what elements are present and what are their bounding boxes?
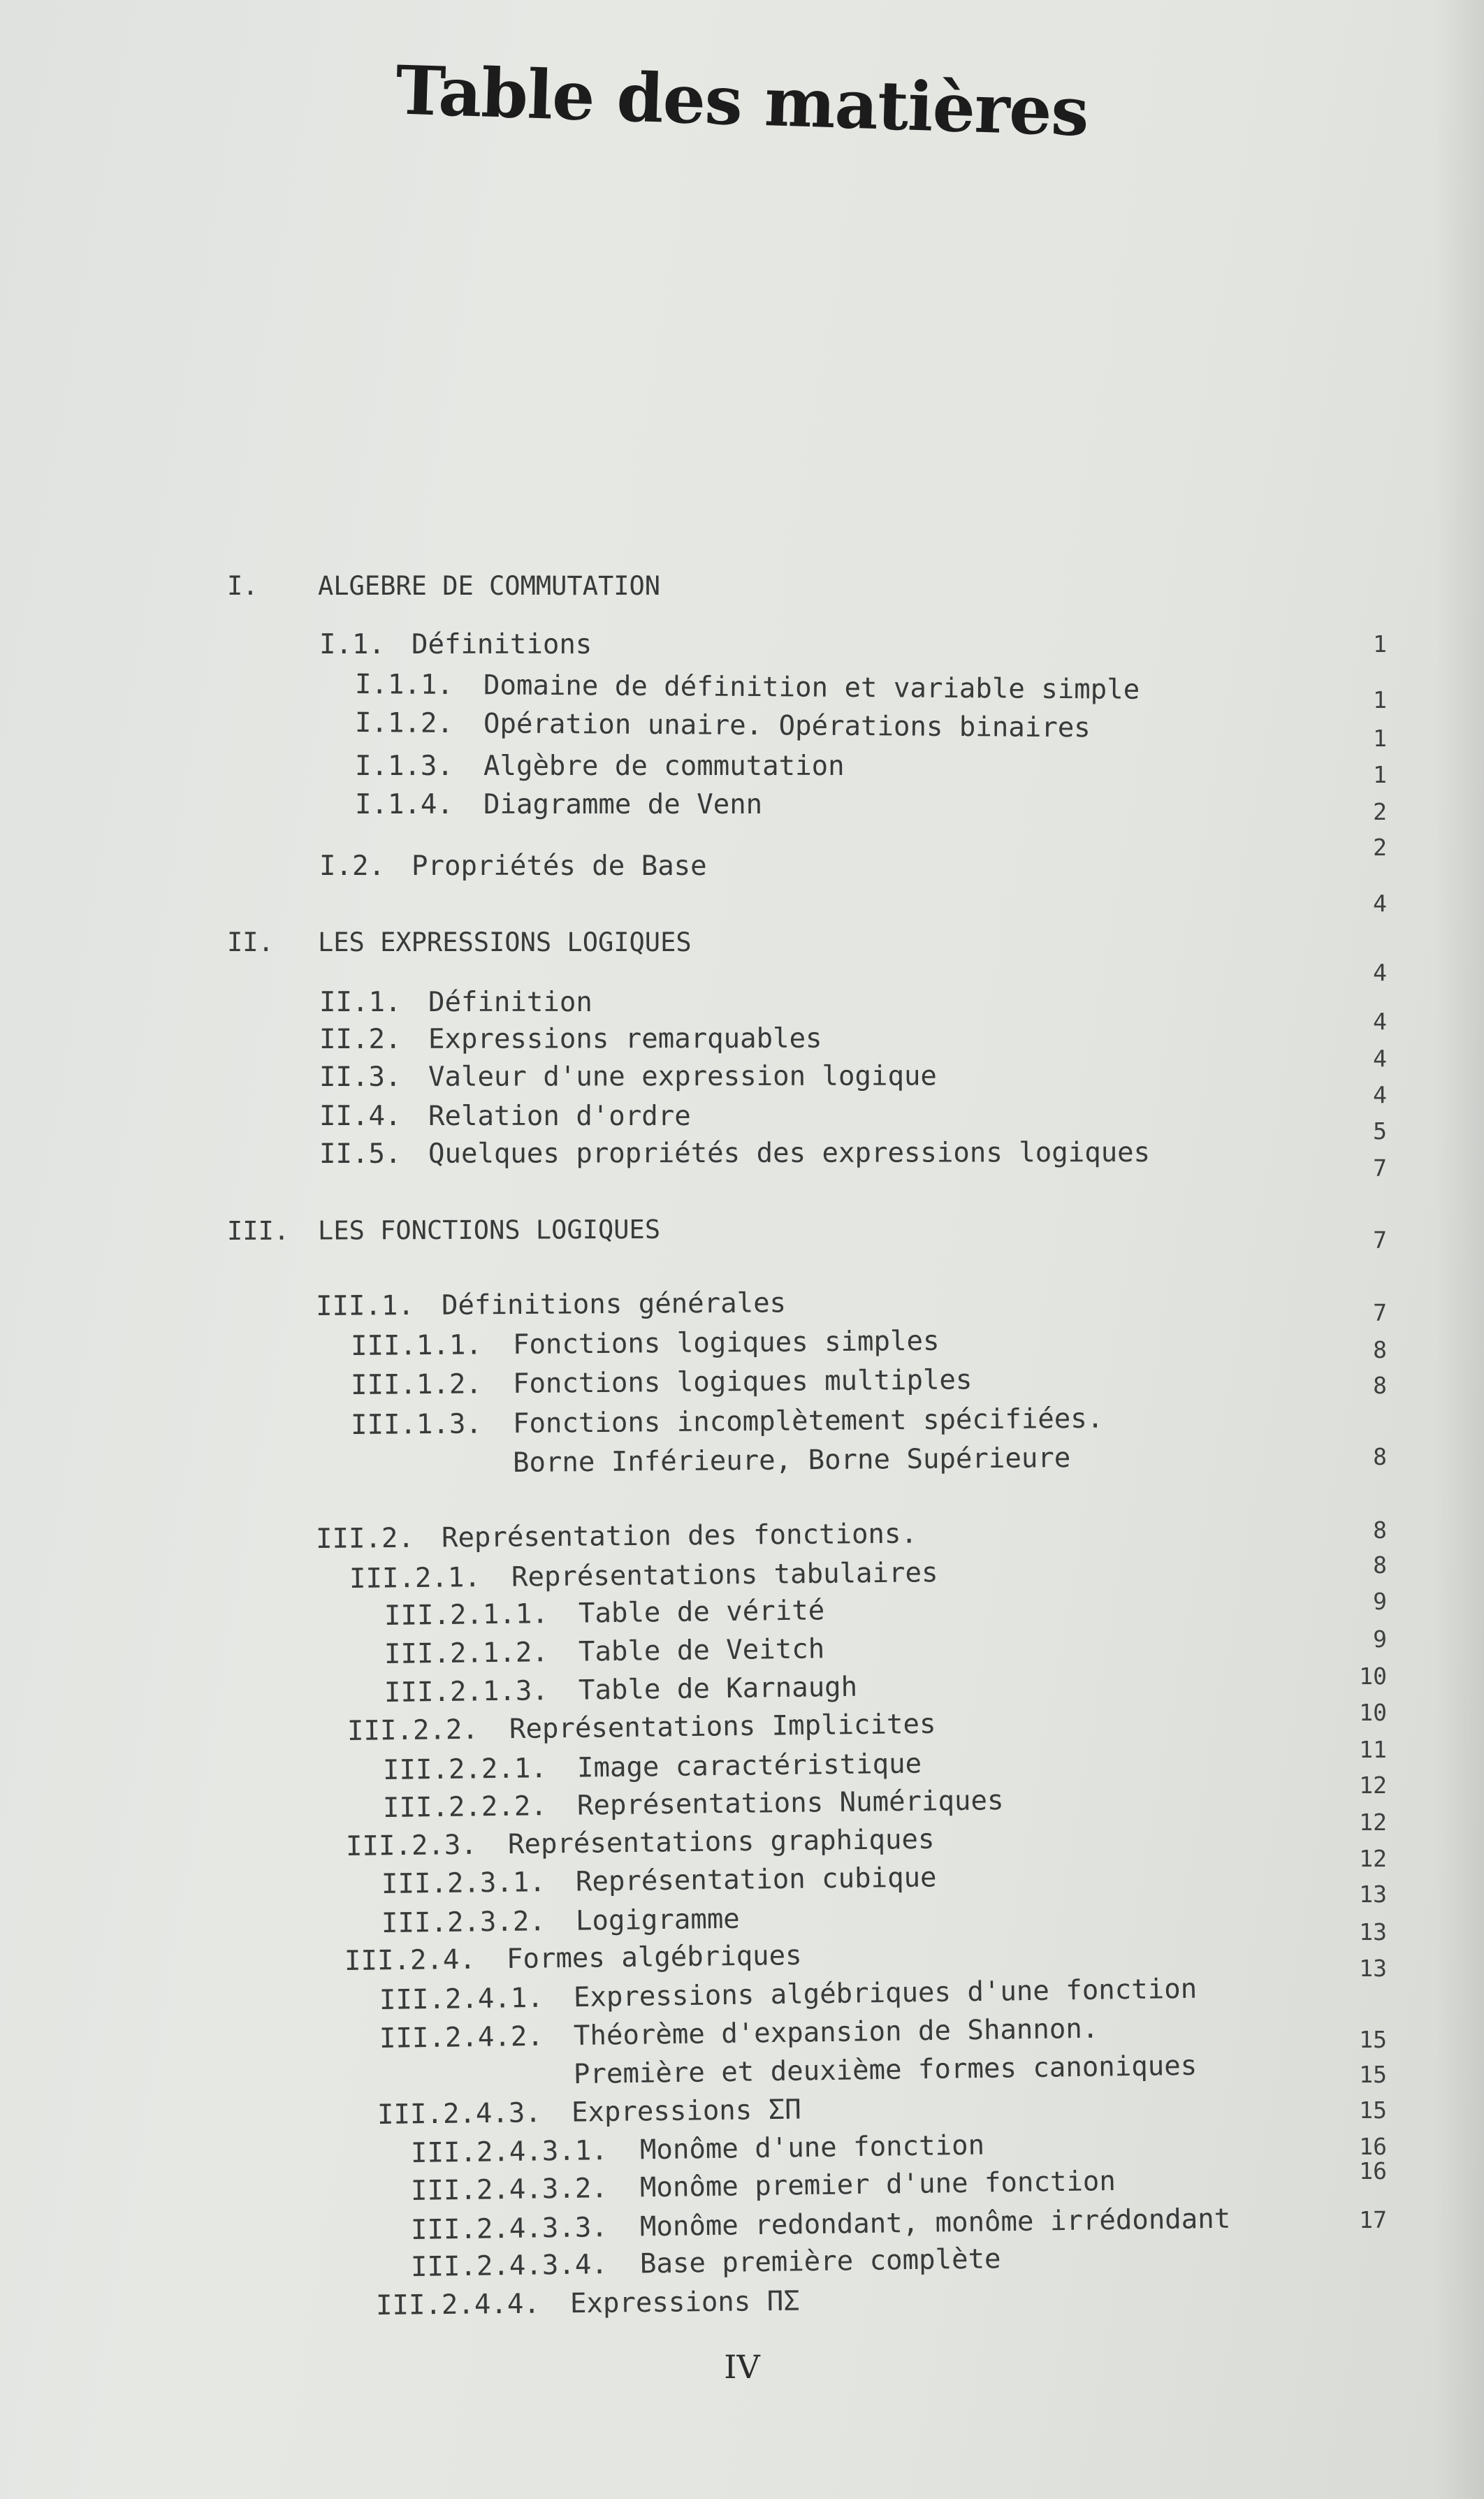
- toc-entry: [351, 1444, 1071, 1478]
- toc-entry-label: Valeur d'une expression logique: [428, 1060, 937, 1093]
- toc-entry-number: III.2.4.3.: [377, 2097, 542, 2131]
- toc-entry-number: II.2.: [319, 1023, 402, 1055]
- toc-entry: [350, 1325, 940, 1362]
- toc-entry-number: III.2.2.1.: [382, 1753, 548, 1786]
- toc-page-number: 9: [1373, 1588, 1387, 1615]
- toc-entry-number: III.1.: [315, 1290, 415, 1322]
- toc-entry-label: Relation d'ordre: [428, 1101, 691, 1132]
- toc-page-number: 2: [1373, 798, 1387, 825]
- toc-entry-number: III.2.1.2.: [384, 1637, 549, 1670]
- toc-entry-label: Diagramme de Venn: [483, 789, 763, 820]
- toc-page-number: 1: [1373, 686, 1387, 714]
- toc-entry-label: Opération unaire. Opérations binaires: [483, 708, 1091, 744]
- toc-entry: [379, 2013, 1099, 2055]
- toc-entry: [379, 1973, 1198, 2016]
- toc-entry-number: I.1.3.: [355, 751, 453, 782]
- toc-entry: [319, 1022, 822, 1055]
- toc-page-number: 4: [1373, 1081, 1387, 1108]
- toc-entry-label: Définitions générales: [441, 1287, 787, 1321]
- toc-entry-number: III.2.2.2.: [382, 1790, 548, 1824]
- toc-entry: [355, 671, 1140, 704]
- toc-entry-label: Expressions ΠΣ: [569, 2285, 800, 2320]
- toc-entry: [319, 850, 707, 882]
- toc-entry: [382, 1748, 922, 1786]
- toc-entry-number: I.2.: [319, 850, 385, 882]
- toc-entry-label: LES EXPRESSIONS LOGIQUES: [318, 927, 692, 957]
- toc-page-number: 16: [1359, 2133, 1387, 2160]
- toc-entry-label: Fonctions incomplètement spécifiées.: [512, 1403, 1104, 1440]
- toc-page-number: 4: [1373, 890, 1387, 917]
- page-folio: IV: [724, 2348, 760, 2386]
- toc-entry-label: Expressions algébriques d'une fonction: [573, 1973, 1198, 2014]
- toc-page-number: 10: [1359, 1699, 1387, 1726]
- toc-entry: [384, 1635, 825, 1668]
- toc-entry-label: Table de Karnaugh: [578, 1671, 858, 1707]
- toc-page-number: 7: [1373, 1226, 1387, 1254]
- toc-entry-label: Fonctions logiques multiples: [512, 1364, 973, 1400]
- toc-entry-number: III.2.1.3.: [384, 1675, 549, 1709]
- toc-entry-number: III.: [226, 1215, 290, 1246]
- toc-entry-number: III.2.4.3.4.: [410, 2249, 609, 2283]
- toc-entry-number: III.1.1.: [350, 1329, 483, 1362]
- toc-page-number: 15: [1359, 2061, 1387, 2088]
- toc-entry-label: Formes algébriques: [506, 1940, 802, 1976]
- toc-entry-label: LES FONCTIONS LOGIQUES: [317, 1214, 661, 1246]
- toc-entry: [349, 1559, 938, 1593]
- toc-entry-number: III.2.4.3.3.: [410, 2212, 609, 2246]
- toc-entry: [319, 631, 592, 658]
- toc-page-number: 15: [1359, 2096, 1387, 2124]
- toc-entry-number: III.2.4.: [344, 1943, 477, 1977]
- toc-entry: [319, 989, 592, 1016]
- page-title: Table des matières: [394, 50, 1090, 152]
- toc-entry-label: Représentations tabulaires: [511, 1557, 938, 1593]
- toc-entry: [411, 2205, 1231, 2244]
- toc-entry-number: I.1.4.: [355, 789, 453, 820]
- toc-entry-label: Monôme d'une fonction: [639, 2129, 985, 2166]
- toc-entry-label: Base première complète: [639, 2243, 1001, 2280]
- toc-entry-label: Table de Veitch: [578, 1633, 825, 1668]
- toc-page-number: 5: [1373, 1117, 1387, 1145]
- toc-page-number: 7: [1373, 1299, 1387, 1326]
- toc-entry-number: II.3.: [319, 1061, 402, 1093]
- toc-page-number: 1: [1373, 761, 1387, 788]
- toc-entry-number: [379, 2083, 574, 2086]
- toc-page-number: 2: [1373, 834, 1387, 861]
- toc-page-number: 8: [1373, 1336, 1387, 1363]
- toc-entry: [319, 1062, 937, 1091]
- toc-entry-number: I.: [227, 571, 259, 601]
- toc-entry: [381, 1903, 741, 1939]
- toc-entry: [410, 2129, 985, 2169]
- toc-entry-number: III.2.4.4.: [375, 2288, 541, 2321]
- toc-entry-number: III.1.2.: [350, 1368, 483, 1401]
- toc-entry-number: II.1.: [319, 987, 402, 1018]
- toc-entry-label: Représentations Implicites: [509, 1708, 936, 1746]
- toc-entry-label: ALGEBRE DE COMMUTATION: [318, 571, 661, 601]
- toc-page-number: 1: [1373, 630, 1387, 658]
- toc-entry-number: I.1.2.: [354, 707, 454, 739]
- toc-entry: [351, 1405, 1104, 1439]
- toc-entry: [377, 2096, 801, 2129]
- toc-entry: [345, 1823, 935, 1862]
- toc-page-number: 15: [1359, 2026, 1387, 2053]
- toc-entry-label: Monôme premier d'une fonction: [639, 2165, 1116, 2204]
- toc-entry-label: Domaine de définition et variable simple: [483, 669, 1140, 706]
- toc-entry: [351, 1366, 973, 1399]
- toc-entry: [319, 1103, 691, 1130]
- toc-page-number: 12: [1359, 1772, 1387, 1799]
- toc-entry-label: Représentations graphiques: [507, 1823, 935, 1861]
- toc-entry: [316, 1289, 786, 1320]
- toc-entry-number: I.1.: [319, 629, 385, 660]
- toc-entry: [354, 707, 1091, 744]
- toc-entry-label: Représentations Numériques: [576, 1785, 1004, 1822]
- toc-page-number: 8: [1373, 1443, 1387, 1470]
- toc-entry-number: II.5.: [319, 1138, 402, 1170]
- toc-page-number: 4: [1373, 1008, 1387, 1035]
- toc-entry-label: Représentation des fonctions.: [441, 1518, 918, 1554]
- toc-entry: [344, 1942, 802, 1975]
- toc-entry: [384, 1597, 825, 1630]
- toc-entry-number: III.2.2.: [347, 1714, 479, 1747]
- toc-entry-number: III.1.3.: [350, 1408, 483, 1441]
- toc-entry: [384, 1671, 858, 1709]
- toc-page-number: 8: [1373, 1372, 1387, 1399]
- toc-entry-label: Borne Inférieure, Borne Supérieure: [512, 1442, 1071, 1479]
- toc-entry-number: III.2.3.2.: [381, 1906, 546, 1939]
- toc-entry: [355, 791, 762, 818]
- toc-page-number: 16: [1359, 2157, 1387, 2185]
- toc-entry: [411, 2245, 1001, 2281]
- toc-entry: [355, 753, 845, 780]
- toc-entry-number: III.2.3.1.: [381, 1867, 546, 1900]
- toc-page-number: 13: [1359, 1918, 1387, 1946]
- toc-entry-label: Propriétés de Base: [412, 850, 707, 882]
- toc-entry: [347, 1708, 936, 1747]
- toc-entry-number: III.2.1.1.: [384, 1598, 549, 1632]
- toc-entry-label: Théorème d'expansion de Shannon.: [573, 2013, 1099, 2052]
- toc-entry-number: III.2.4.1.: [379, 1982, 544, 2016]
- toc-entry-number: III.2.1.: [349, 1562, 481, 1595]
- toc-entry-label: Expressions remarquables: [428, 1022, 822, 1055]
- toc-page-number: 4: [1373, 959, 1387, 986]
- toc-page-number: 13: [1359, 1881, 1387, 1908]
- toc-entry-label: Définitions: [412, 629, 592, 660]
- toc-entry-number: III.2.: [315, 1522, 415, 1555]
- toc-entry: [316, 1520, 917, 1553]
- toc-entry-label: Monôme redondant, monôme irrédondant: [639, 2203, 1231, 2243]
- toc-page-number: 7: [1373, 1154, 1387, 1182]
- toc-page-number: 8: [1373, 1551, 1387, 1579]
- toc-entry-number: [351, 1472, 513, 1473]
- toc-entry-label: Fonctions logiques simples: [512, 1325, 940, 1361]
- toc-entry-label: Définition: [428, 987, 592, 1018]
- toc-entry-label: Expressions ΣΠ: [571, 2094, 801, 2129]
- toc-entry-label: Première et deuxième formes canoniques: [573, 2050, 1198, 2091]
- toc-entry-label: Logigramme: [575, 1903, 741, 1937]
- toc-part-heading: [227, 573, 660, 599]
- toc-entry-label: Algèbre de commutation: [483, 751, 845, 782]
- toc-page-number: 12: [1359, 1845, 1387, 1872]
- toc-entry-number: III.2.4.3.2.: [410, 2173, 609, 2207]
- toc-page-number: 1: [1373, 725, 1387, 752]
- toc-page-number: 12: [1359, 1809, 1387, 1836]
- toc-entry-label: Quelques propriétés des expressions logiques: [428, 1136, 1151, 1170]
- toc-entry: [410, 2165, 1116, 2207]
- toc-entry-number: III.2.4.2.: [379, 2020, 544, 2055]
- toc-part-heading: [227, 929, 692, 955]
- toc-page-number: 17: [1359, 2206, 1387, 2233]
- toc-page-number: 10: [1359, 1663, 1387, 1690]
- toc-page-number: 8: [1373, 1516, 1387, 1544]
- toc-entry-number: II.4.: [319, 1101, 402, 1132]
- toc-page-number: 4: [1373, 1045, 1387, 1072]
- toc-page-number: 13: [1359, 1955, 1387, 1982]
- toc-entry-label: Représentation cubique: [575, 1862, 937, 1898]
- toc-entry-label: Table de vérité: [578, 1595, 825, 1630]
- toc-entry: [319, 1136, 1151, 1170]
- toc-entry: [381, 1864, 937, 1898]
- toc-page-number: 11: [1359, 1736, 1387, 1763]
- toc-entry: [375, 2285, 800, 2321]
- toc-entry-number: III.2.3.: [345, 1829, 478, 1862]
- toc-part-heading: [226, 1214, 661, 1246]
- toc-page-number: 9: [1373, 1625, 1387, 1653]
- toc-entry-number: III.2.4.3.1.: [410, 2135, 609, 2169]
- toc-entry: [383, 1787, 1004, 1822]
- toc-entry-number: I.1.1.: [354, 669, 454, 701]
- toc-entry-label: Image caractéristique: [576, 1748, 922, 1784]
- toc-entry: [379, 2052, 1198, 2091]
- toc-entry-number: II.: [227, 927, 274, 957]
